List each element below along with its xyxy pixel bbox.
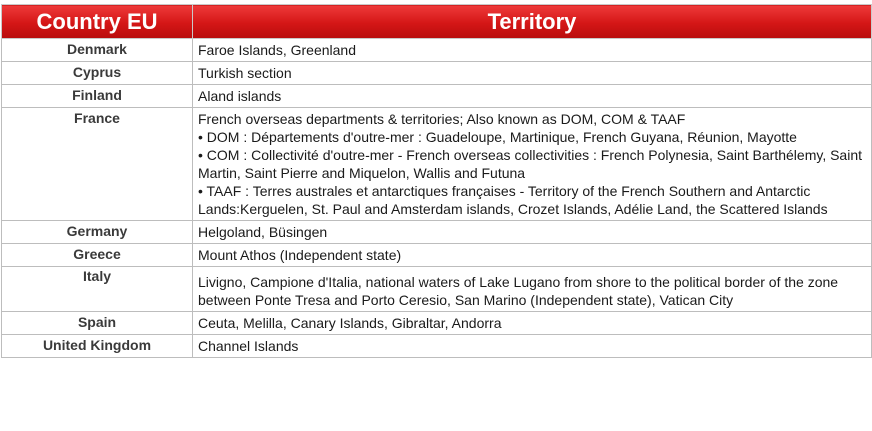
territory-column-header: Territory bbox=[193, 5, 872, 39]
table-header-row bbox=[2, 5, 872, 39]
territory-text: Ceuta, Melilla, Canary Islands, Gibraltar, Andorra bbox=[198, 315, 502, 331]
country-cell: Italy bbox=[2, 267, 193, 312]
country-cell: Cyprus bbox=[2, 62, 193, 85]
table-row bbox=[2, 85, 872, 108]
table-row bbox=[2, 335, 872, 358]
territory-bullet: • DOM : Départements d'outre-mer : Guadeloupe, Martinique, French Guyana, Réunion, Mayotte bbox=[198, 129, 797, 145]
territory-bullet: • COM : Collectivité d'outre-mer - French overseas collectivities : French Polynesia, Saint Barthélemy, Saint Martin, Saint Pierre and Miquelon, Wallis and Futuna bbox=[198, 147, 863, 181]
territory-cell bbox=[193, 221, 872, 244]
territory-cell bbox=[193, 244, 872, 267]
table-row bbox=[2, 62, 872, 85]
table-row bbox=[2, 312, 872, 335]
table-row bbox=[2, 221, 872, 244]
territory-cell bbox=[193, 108, 872, 221]
territory-text: Turkish section bbox=[198, 65, 292, 81]
territory-text: Helgoland, Büsingen bbox=[198, 224, 328, 240]
country-cell: Greece bbox=[2, 244, 193, 267]
territory-cell bbox=[193, 39, 872, 62]
territory-text: Faroe Islands, Greenland bbox=[198, 42, 356, 58]
territory-text: French overseas departments & territories; Also known as DOM, COM & TAAF bbox=[198, 111, 686, 127]
territory-text: Aland islands bbox=[198, 88, 282, 104]
territory-cell bbox=[193, 85, 872, 108]
territory-cell bbox=[193, 335, 872, 358]
country-cell: Finland bbox=[2, 85, 193, 108]
eu-territory-table bbox=[1, 4, 872, 358]
country-cell: Spain bbox=[2, 312, 193, 335]
territory-cell bbox=[193, 267, 872, 312]
country-cell: Germany bbox=[2, 221, 193, 244]
territory-bullet: • TAAF : Terres australes et antarctiques françaises - Territory of the French Southern and Antarctic Lands:Kerguelen, St. Paul and Amsterdam islands, Crozet Islands, Adélie Land, the Scattered Islands bbox=[198, 183, 828, 217]
territory-cell bbox=[193, 312, 872, 335]
table-row bbox=[2, 267, 872, 312]
table-row bbox=[2, 244, 872, 267]
territory-cell bbox=[193, 62, 872, 85]
territory-text: Mount Athos (Independent state) bbox=[198, 247, 402, 263]
country-cell: France bbox=[2, 108, 193, 221]
country-column-header: Country EU bbox=[2, 5, 193, 39]
territory-text: Livigno, Campione d'Italia, national waters of Lake Lugano from shore to the political border of the zone between Ponte Tresa and Porto Ceresio, San Marino (Independent state), Vatican City bbox=[198, 274, 839, 308]
country-cell: United Kingdom bbox=[2, 335, 193, 358]
table-row bbox=[2, 108, 872, 221]
territory-text: Channel Islands bbox=[198, 338, 299, 354]
table-row bbox=[2, 39, 872, 62]
country-cell: Denmark bbox=[2, 39, 193, 62]
